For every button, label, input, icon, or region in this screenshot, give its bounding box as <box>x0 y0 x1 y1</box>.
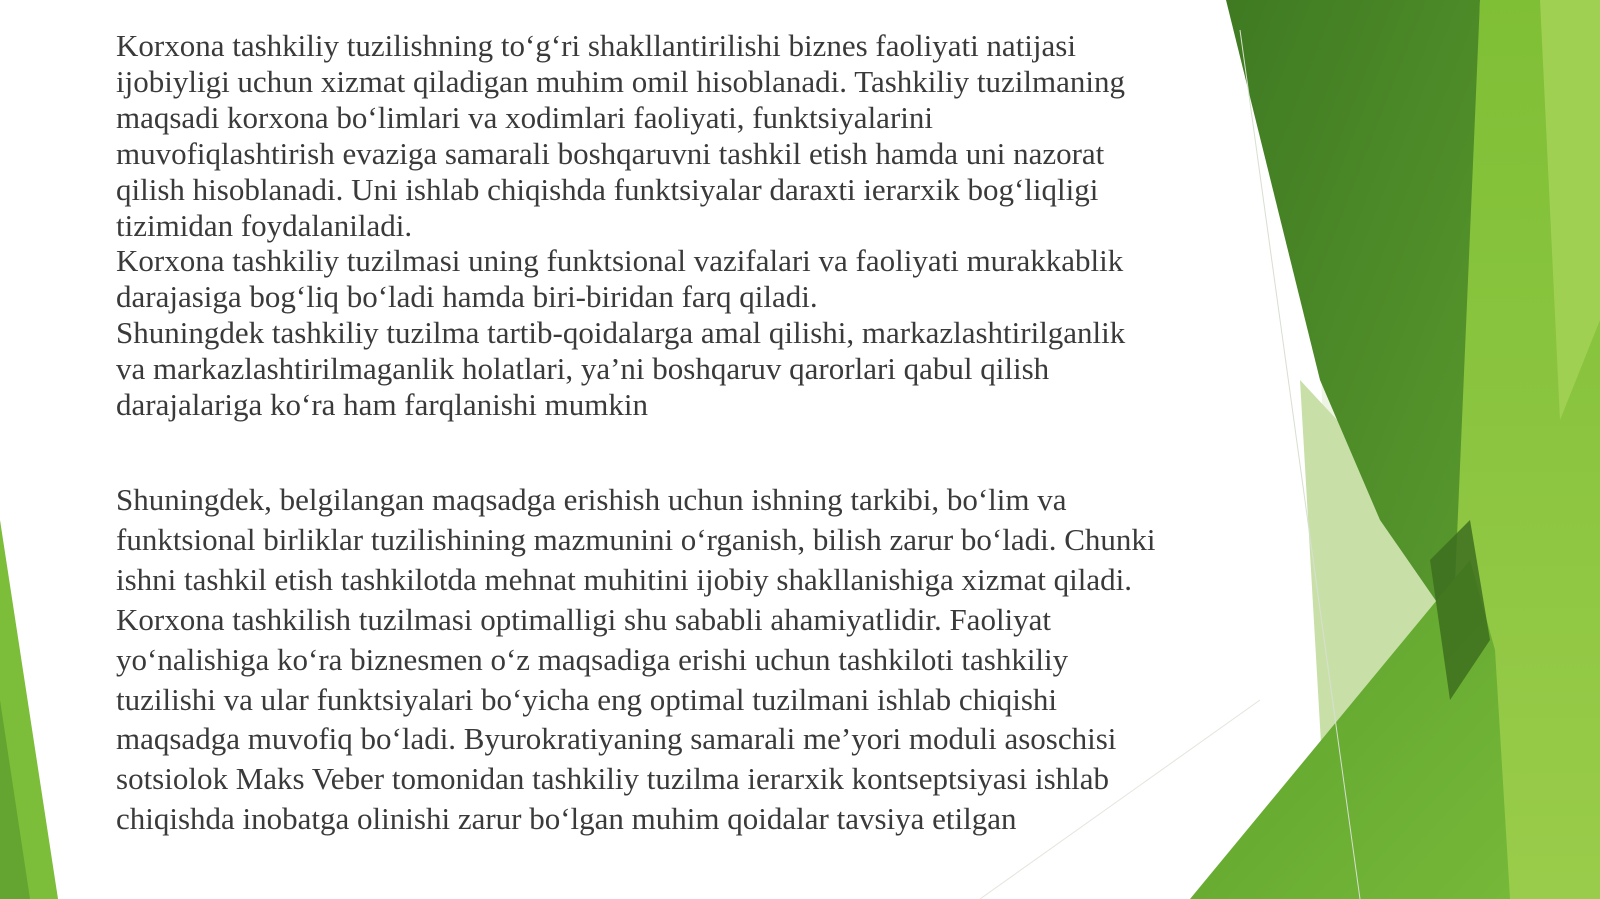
text-paragraph-1: Korxona tashkiliy tuzilishning to‘g‘ri shakllantirilishi biznes faoliyati natijasi ijobiyligi uchun xizmat qiladigan muhim omil hisoblanadi. Tashkiliy tuzilmaning maqsadi korxona bo‘limlari va xodimlari faoliyati, funktsiyalarini muvofiqlashtirish evaziga samarali boshqaruvni tashkil etish hamda uni nazorat qilish hisoblanadi. Uni ishlab chiqishda funktsiyalar daraxti ierarxik bog‘liqligi tizimidan foydalaniladi. Korxona tashkiliy tuzilmasi uning funktsional vazifalari va faoliyati murakkablik darajasiga bog‘liq bo‘ladi hamda biri-biridan farq qiladi. Shuningdek tashkiliy tuzilma tartib-qoidalarga amal qilishi, markazlashtirilganlik va markazlashtirilmaganlik holatlari, ya’ni boshqaruv qarorlari qabul qilish darajalariga ko‘ra ham farqlanishi mumkin <box>116 28 1126 423</box>
text-paragraph-2: Shuningdek, belgilangan maqsadga erishish uchun ishning tarkibi, bo‘lim va funktsional birliklar tuzilishining mazmunini o‘rganish, bilish zarur bo‘ladi. Chunki ishni tashkil etish tashkilotda mehnat muhitini ijobiy shakllanishiga xizmat qiladi. Korxona tashkilish tuzilmasi optimalligi shu sababli ahamiyatlidir. Faoliyat yo‘nalishiga ko‘ra biznesmen o‘z maqsadiga erishi uchun tashkiloti tashkiliy tuzilishi va ular funktsiyalari bo‘yicha eng optimal tuzilmani ishlab chiqishi maqsadga muvofiq bo‘ladi. Byurokratiyaning samarali me’yori moduli asoschisi sotsiolok Maks Veber tomonidan tashkiliy tuzilma ierarxik kontseptsiyasi ishlab chiqishda inobatga olinishi zarur bo‘lgan muhim qoidalar tavsiya etilgan <box>116 482 1156 837</box>
